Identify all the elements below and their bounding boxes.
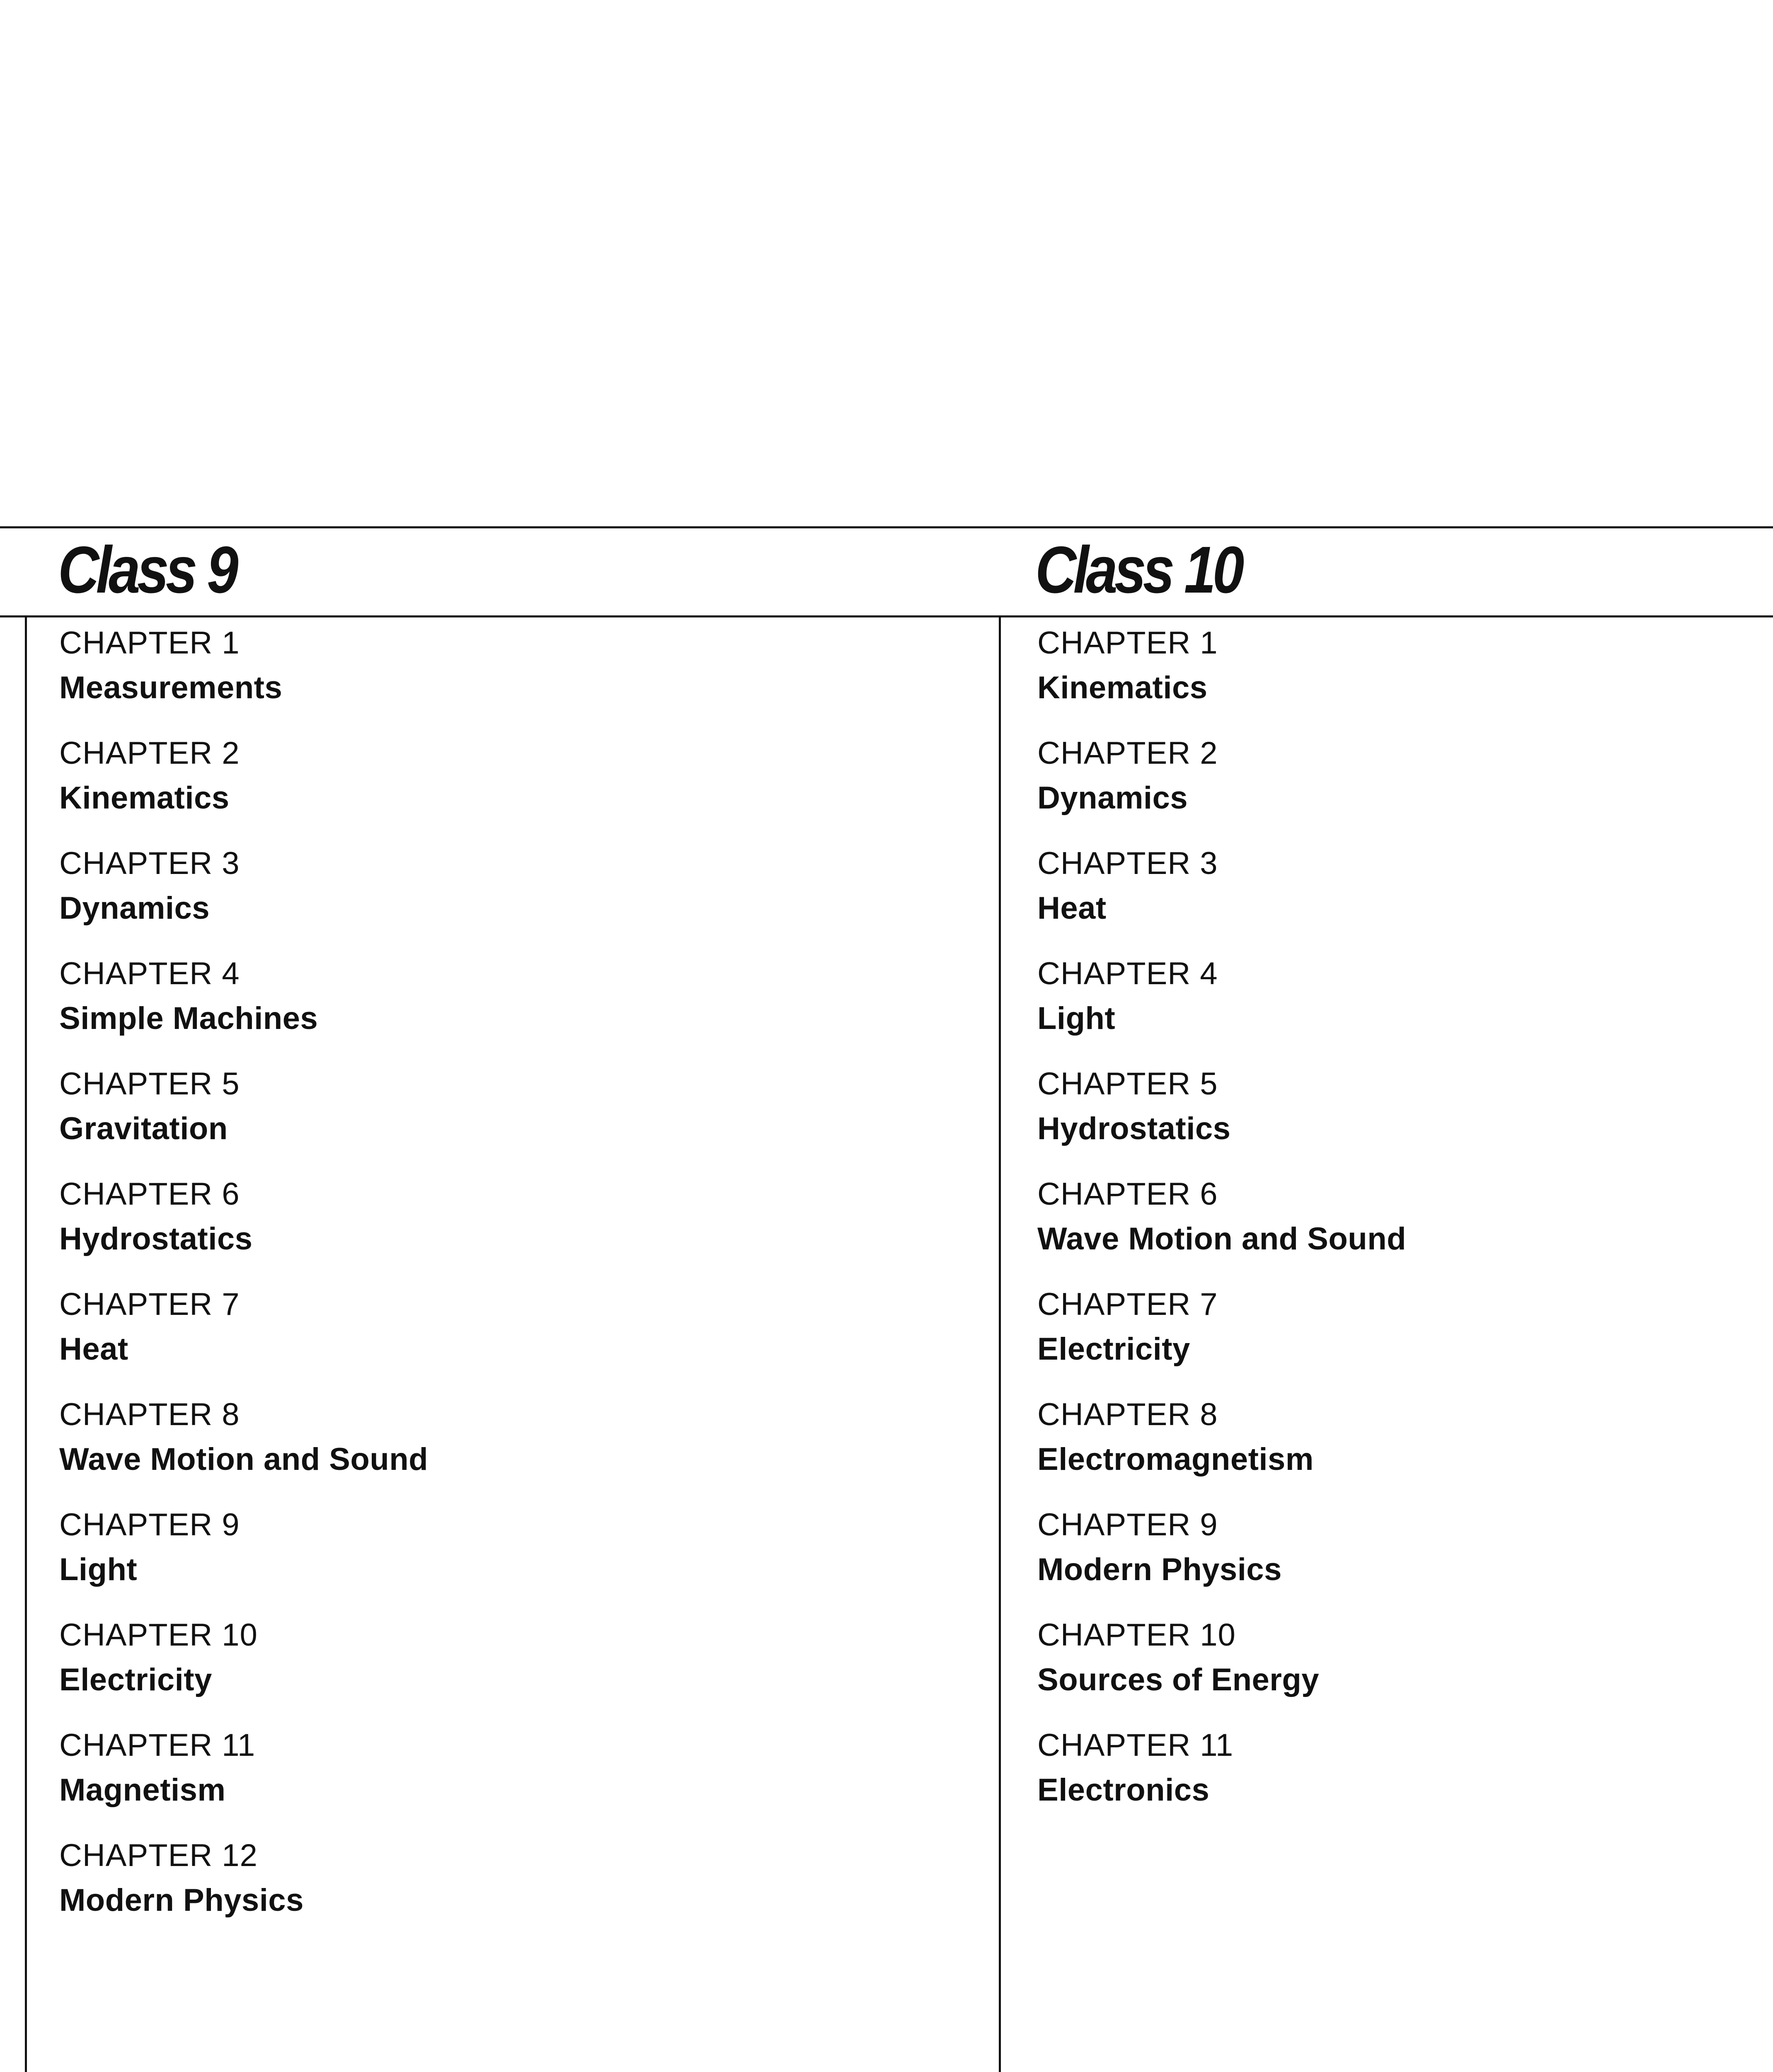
chapter-title: Wave Motion and Sound — [59, 1442, 429, 1477]
chapter-item — [59, 838, 428, 948]
chapter-number: CHAPTER 3 — [59, 846, 240, 881]
chapter-number: CHAPTER 8 — [59, 1397, 240, 1432]
chapter-item — [59, 1169, 428, 1279]
chapter-title: Modern Physics — [1037, 1552, 1282, 1587]
chapter-item — [1037, 728, 1406, 838]
chapter-number: CHAPTER 5 — [1037, 1066, 1218, 1101]
chapter-title: Sources of Energy — [1037, 1662, 1320, 1697]
chapter-item — [1037, 1279, 1406, 1389]
class-10-heading: Class 10 — [1035, 533, 1241, 607]
chapter-number: CHAPTER 4 — [59, 956, 240, 991]
chapter-item — [59, 1279, 428, 1389]
chapter-number: CHAPTER 3 — [1037, 846, 1218, 881]
chapter-title: Magnetism — [59, 1772, 226, 1808]
chapter-number: CHAPTER 9 — [1037, 1507, 1218, 1542]
chapter-number: CHAPTER 4 — [1037, 956, 1218, 991]
chapter-number: CHAPTER 10 — [1037, 1617, 1236, 1653]
chapter-item — [59, 1720, 428, 1830]
class-9-heading: Class 9 — [58, 533, 235, 607]
chapter-number: CHAPTER 2 — [59, 736, 240, 771]
chapter-number: CHAPTER 11 — [59, 1728, 256, 1763]
left-column-rule — [25, 615, 27, 2072]
chapter-title: Kinematics — [59, 780, 230, 816]
chapter-item — [59, 1830, 428, 1940]
chapter-title: Dynamics — [1037, 780, 1188, 816]
chapter-number: CHAPTER 6 — [1037, 1176, 1218, 1212]
chapter-title: Gravitation — [59, 1111, 228, 1146]
chapter-item — [59, 1058, 428, 1169]
chapter-item — [1037, 1720, 1406, 1830]
chapter-number: CHAPTER 12 — [59, 1838, 258, 1873]
chapter-item — [1037, 1389, 1406, 1499]
class-10-chapter-list — [1037, 617, 1406, 1830]
chapter-title: Electricity — [59, 1662, 212, 1697]
chapter-number: CHAPTER 10 — [59, 1617, 258, 1653]
chapter-number: CHAPTER 11 — [1037, 1728, 1234, 1763]
chapter-title: Electricity — [1037, 1331, 1190, 1367]
chapter-number: CHAPTER 7 — [59, 1287, 240, 1322]
chapter-item — [1037, 1499, 1406, 1610]
chapter-item — [59, 1610, 428, 1720]
chapter-title: Electromagnetism — [1037, 1442, 1314, 1477]
chapter-item — [1037, 617, 1406, 728]
chapter-number: CHAPTER 6 — [59, 1176, 240, 1212]
chapter-title: Light — [59, 1552, 138, 1587]
chapter-title: Hydrostatics — [1037, 1111, 1231, 1146]
chapter-title: Measurements — [59, 670, 283, 705]
chapter-item — [59, 1499, 428, 1610]
chapter-number: CHAPTER 5 — [59, 1066, 240, 1101]
chapter-item — [1037, 1169, 1406, 1279]
chapter-item — [1037, 1610, 1406, 1720]
chapter-item — [59, 728, 428, 838]
chapter-title: Electronics — [1037, 1772, 1210, 1808]
chapter-item — [1037, 1058, 1406, 1169]
chapter-number: CHAPTER 7 — [1037, 1287, 1218, 1322]
chapter-title: Dynamics — [59, 891, 210, 926]
chapter-number: CHAPTER 1 — [59, 625, 240, 661]
chapter-number: CHAPTER 1 — [1037, 625, 1218, 661]
chapter-number: CHAPTER 2 — [1037, 736, 1218, 771]
chapter-item — [59, 948, 428, 1058]
chapter-number: CHAPTER 9 — [59, 1507, 240, 1542]
chapter-item — [59, 1389, 428, 1499]
chapter-title: Kinematics — [1037, 670, 1208, 705]
chapter-item — [1037, 838, 1406, 948]
center-column-rule — [999, 615, 1001, 2072]
chapter-title: Wave Motion and Sound — [1037, 1221, 1407, 1256]
class-9-chapter-list — [59, 617, 428, 1940]
top-rule — [0, 526, 1773, 528]
chapter-title: Simple Machines — [59, 1001, 318, 1036]
chapter-number: CHAPTER 8 — [1037, 1397, 1218, 1432]
chapter-item — [59, 617, 428, 728]
chapter-title: Heat — [59, 1331, 128, 1367]
chapter-title: Modern Physics — [59, 1883, 304, 1918]
chapter-title: Light — [1037, 1001, 1116, 1036]
chapter-title: Hydrostatics — [59, 1221, 253, 1256]
chapter-item — [1037, 948, 1406, 1058]
chapter-title: Heat — [1037, 891, 1107, 926]
